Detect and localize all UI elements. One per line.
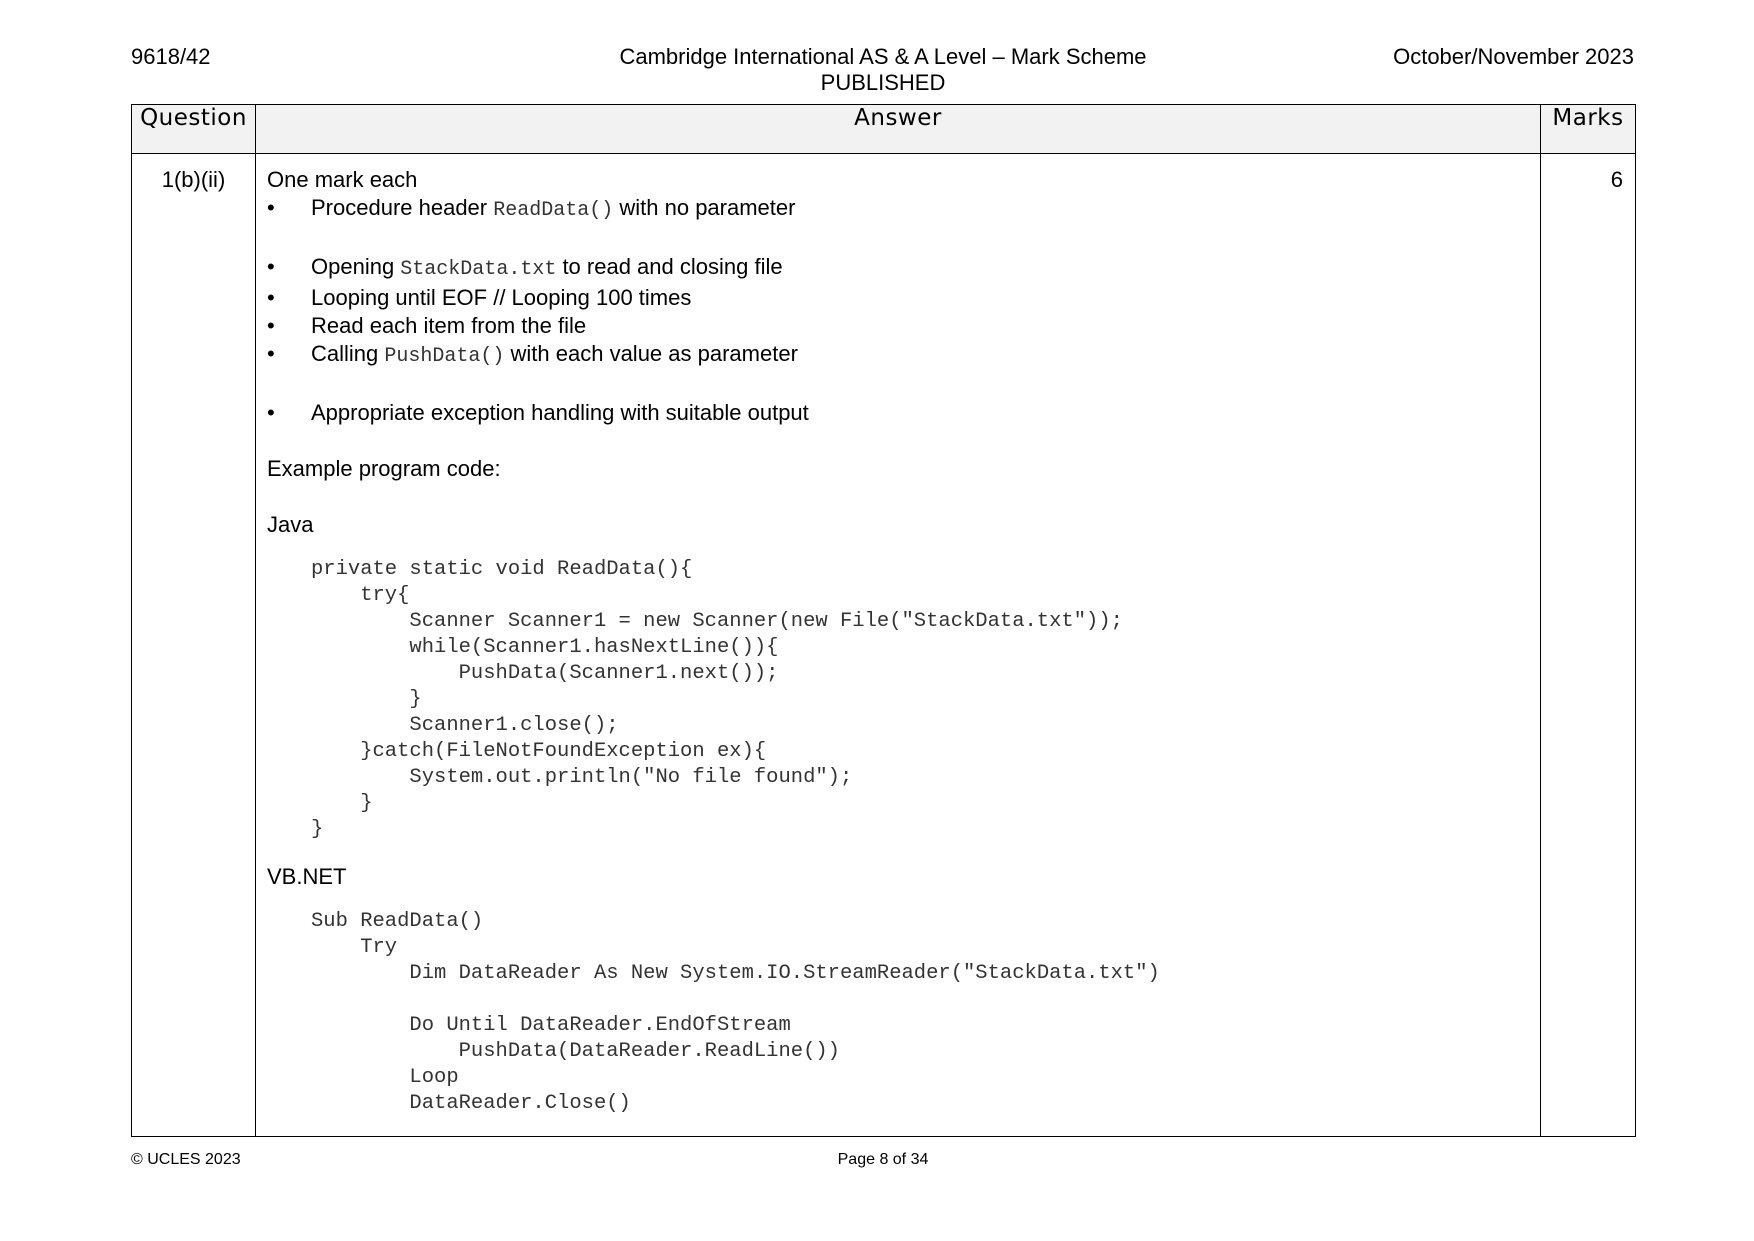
vbnet-label: VB.NET <box>267 864 347 889</box>
marks-column-header: Marks <box>1541 105 1636 154</box>
exam-session: October/November 2023 <box>1393 44 1634 69</box>
marks-value: 6 <box>1541 154 1636 1137</box>
java-code-block: private static void ReadData(){ try{ Scanner Scanner1 = new Scanner(new File("StackData.txt")); while(Scanner1.hasNextLine()){ PushData(Scanner1.next()); } Scanner1.close(); }catch(FileNotFoundException ex){ System.out.println("No file found"); } } <box>311 558 1123 841</box>
document-title: Cambridge International AS & A Level – Mark Scheme <box>619 44 1147 69</box>
answer-cell <box>256 154 1541 1137</box>
question-number: 1(b)(ii) <box>132 154 256 1137</box>
java-label: Java <box>267 512 314 537</box>
example-label: Example program code: <box>267 456 501 481</box>
marking-point: • Procedure header ReadData() with no parameter <box>267 194 1540 225</box>
marking-point: • Looping until EOF // Looping 100 times <box>267 284 1540 312</box>
table-row <box>132 154 1636 1137</box>
page-number: Page 8 of 34 <box>837 1151 929 1168</box>
marking-point: • Appropriate exception handling with suitable output <box>267 399 1540 427</box>
marking-points <box>267 253 1540 371</box>
marking-point: • Calling PushData() with each value as parameter <box>267 340 1540 371</box>
inline-code: StackData.txt <box>400 258 557 281</box>
inline-code: PushData() <box>384 345 505 368</box>
copyright: © UCLES 2023 <box>131 1151 241 1168</box>
inline-code: ReadData() <box>493 199 614 222</box>
vbnet-code-block: Sub ReadData() Try Dim DataReader As New System.IO.StreamReader("StackData.txt") Do Until DataReader.EndOfStream PushData(DataReader.ReadLine()) Loop DataReader.Close() <box>311 910 1160 1115</box>
answer-intro: One mark each <box>267 167 418 192</box>
question-column-header: Question <box>132 105 256 154</box>
paper-code: 9618/42 <box>131 44 211 69</box>
answer-column-header: Answer <box>256 105 1541 154</box>
published-label: PUBLISHED <box>820 70 946 95</box>
marking-point: • Read each item from the file <box>267 312 1540 340</box>
marking-points <box>267 194 1540 225</box>
table-header-row <box>132 105 1636 154</box>
marking-point: • Opening StackData.txt to read and closing file <box>267 253 1540 284</box>
marking-points <box>267 399 1540 427</box>
mark-scheme-table <box>131 104 1636 1137</box>
